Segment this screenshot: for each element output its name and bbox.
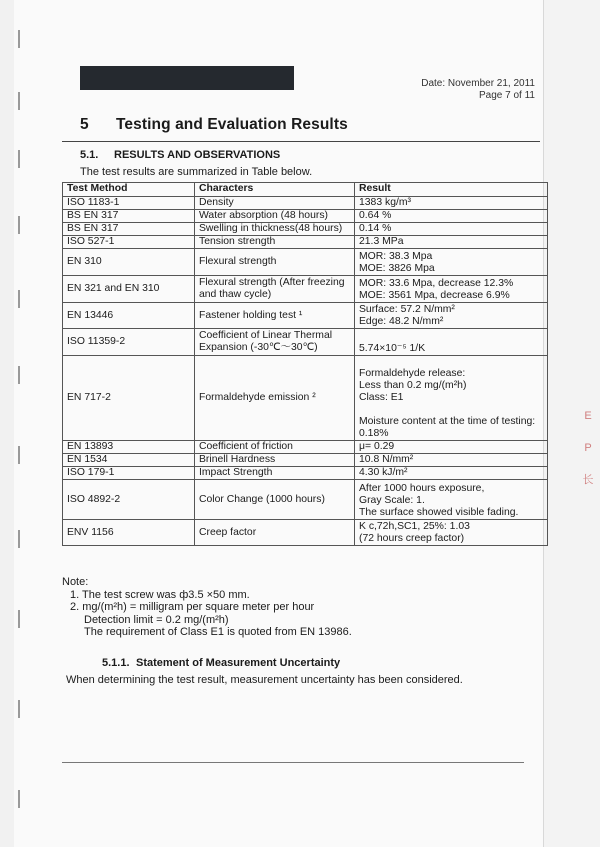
cell-result: MOR: 38.3 Mpa MOE: 3826 Mpa [355,249,548,276]
cell-result: 21.3 MPa [355,236,548,249]
report-date: Date: November 21, 2011 [421,78,535,89]
cell-characters: Coefficient of Linear Thermal Expansion (-30℃～30℃) [195,329,355,356]
cell-test-method: BS EN 317 [63,210,195,223]
cell-characters: Flexural strength (After freezing and thaw cycle) [195,276,355,303]
header-result: Result [355,183,548,197]
cell-characters: Brinell Hardness [195,454,355,467]
table-row [63,454,548,467]
cell-test-method: ISO 179-1 [63,467,195,480]
cell-result: K c,72h,SC1, 25%: 1.03 (72 hours creep factor) [355,520,548,546]
uncertainty-number: 5.1.1. [102,657,130,669]
cell-characters: Formaldehyde emission ² [195,356,355,441]
cell-characters: Fastener holding test ¹ [195,303,355,329]
cell-test-method: BS EN 317 [63,223,195,236]
intro-text: The test results are summarized in Table below. [80,166,313,178]
section-title [80,116,348,134]
results-table [62,182,548,546]
cell-characters: Flexural strength [195,249,355,276]
margin-mark: 长 [582,474,594,486]
cell-characters: Tension strength [195,236,355,249]
cell-result: 4.30 kJ/m² [355,467,548,480]
table-row [63,480,548,520]
table-row [63,520,548,546]
uncertainty-text: When determining the test result, measurement uncertainty has been considered. [66,674,463,686]
note-continuation: The requirement of Class E1 is quoted from EN 13986. [84,626,352,639]
margin-mark: E [584,410,592,422]
note-item: 2. mg/(m²h) = milligram per square meter per hour [70,601,315,614]
table-row [63,197,548,210]
table-row [63,276,548,303]
cell-result: Surface: 57.2 N/mm² Edge: 48.2 N/mm² [355,303,548,329]
page-number: Page 7 of 11 [479,90,535,101]
cell-result: MOR: 33.6 Mpa, decrease 12.3% MOE: 3561 Mpa, decrease 6.9% [355,276,548,303]
table-row [63,236,548,249]
redacted-logo-block [80,66,294,90]
footer-rule [62,762,524,763]
table-row [63,223,548,236]
cell-characters: Density [195,197,355,210]
cell-result: 1383 kg/m³ [355,197,548,210]
header-test-method: Test Method [63,183,195,197]
table-row [63,210,548,223]
table-body [63,197,548,546]
cell-test-method: EN 717-2 [63,356,195,441]
cell-characters: Coefficient of friction [195,441,355,454]
table-row [63,441,548,454]
section-title-text: Testing and Evaluation Results [116,116,348,133]
notes-block [62,576,352,639]
cell-test-method: EN 13446 [63,303,195,329]
margin-stamp-marks [580,400,596,496]
uncertainty-heading [102,657,340,669]
cell-characters: Creep factor [195,520,355,546]
section-number: 5 [80,116,89,133]
cell-result: Formaldehyde release: Less than 0.2 mg/(m²h) Class: E1 Moisture content at the time of testing: 0.18% [355,356,548,441]
cell-test-method: ISO 527-1 [63,236,195,249]
cell-characters: Impact Strength [195,467,355,480]
cell-result: After 1000 hours exposure, Gray Scale: 1. The surface showed visible fading. [355,480,548,520]
table-row [63,356,548,441]
cell-test-method: EN 310 [63,249,195,276]
cell-test-method: ISO 11359-2 [63,329,195,356]
notes-heading: Note: [62,576,89,588]
cell-characters: Color Change (1000 hours) [195,480,355,520]
cell-result: 10.8 N/mm² [355,454,548,467]
cell-test-method: EN 13893 [63,441,195,454]
note-item: 1. The test screw was ф3.5 ×50 mm. [70,588,250,601]
section-title-rule [62,141,540,142]
margin-mark: P [584,442,592,454]
cell-test-method: EN 321 and EN 310 [63,276,195,303]
table-row [63,467,548,480]
page-header-info [410,78,535,102]
uncertainty-title: Statement of Measurement Uncertainty [136,657,341,669]
scan-left-edge [0,0,14,847]
cell-result: 5.74×10⁻⁵ 1/K [355,329,548,356]
table-row [63,303,548,329]
note-continuation: Detection limit = 0.2 mg/(m²h) [84,613,229,626]
cell-result: μ= 0.29 [355,441,548,454]
table-header-row [63,183,548,197]
cell-result: 0.64 % [355,210,548,223]
table-row [63,249,548,276]
cell-characters: Water absorption (48 hours) [195,210,355,223]
cell-test-method: EN 1534 [63,454,195,467]
cell-result: 0.14 % [355,223,548,236]
subsection-number: 5.1. [80,149,99,161]
table-row [63,329,548,356]
cell-test-method: ISO 1183-1 [63,197,195,210]
cell-test-method: ENV 1156 [63,520,195,546]
cell-characters: Swelling in thickness(48 hours) [195,223,355,236]
header-characters: Characters [195,183,355,197]
cell-test-method: ISO 4892-2 [63,480,195,520]
subsection-title: RESULTS AND OBSERVATIONS [114,149,281,161]
subsection-heading [80,149,280,161]
